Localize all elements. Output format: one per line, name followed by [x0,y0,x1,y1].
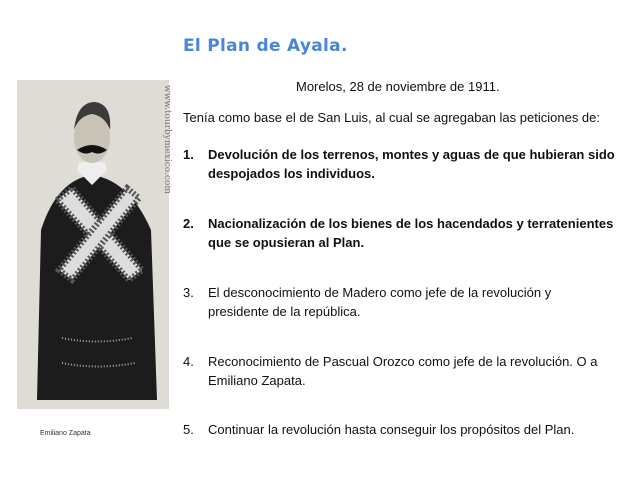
list-item [183,283,583,321]
item-text: El desconocimiento de Madero como jefe de la revolución y presidente de la república. [208,285,552,319]
list-item [183,420,623,439]
list-item [183,352,613,390]
item-number: 1. [183,147,194,162]
item-number: 3. [183,285,194,300]
item-text: Devolución de los terrenos, montes y aguas de que hubieran sido despojados los individuos. [208,147,615,181]
item-number: 5. [183,422,194,437]
item-number: 4. [183,354,194,369]
photo-caption: Emiliano Zapata [40,430,91,437]
item-number: 2. [183,216,194,231]
item-text: Reconocimiento de Pascual Orozco como jefe de la revolución. O a Emiliano Zapata. [208,354,598,388]
date-line: Morelos, 28 de noviembre de 1911. [296,79,500,94]
watermark-text: www.tourbymexico.com [162,85,172,194]
list-item [183,214,623,252]
list-item [183,145,623,183]
item-text: Continuar la revolución hasta conseguir los propósitos del Plan. [208,422,575,437]
item-text: Nacionalización de los bienes de los hacendados y terratenientes que se opusieran al Plan. [208,216,614,250]
zapata-portrait-photo [17,80,172,409]
slide-title: El Plan de Ayala. [183,36,348,56]
intro-text: Tenía como base el de San Luis, al cual se agregaban las peticiones de: [183,110,600,125]
